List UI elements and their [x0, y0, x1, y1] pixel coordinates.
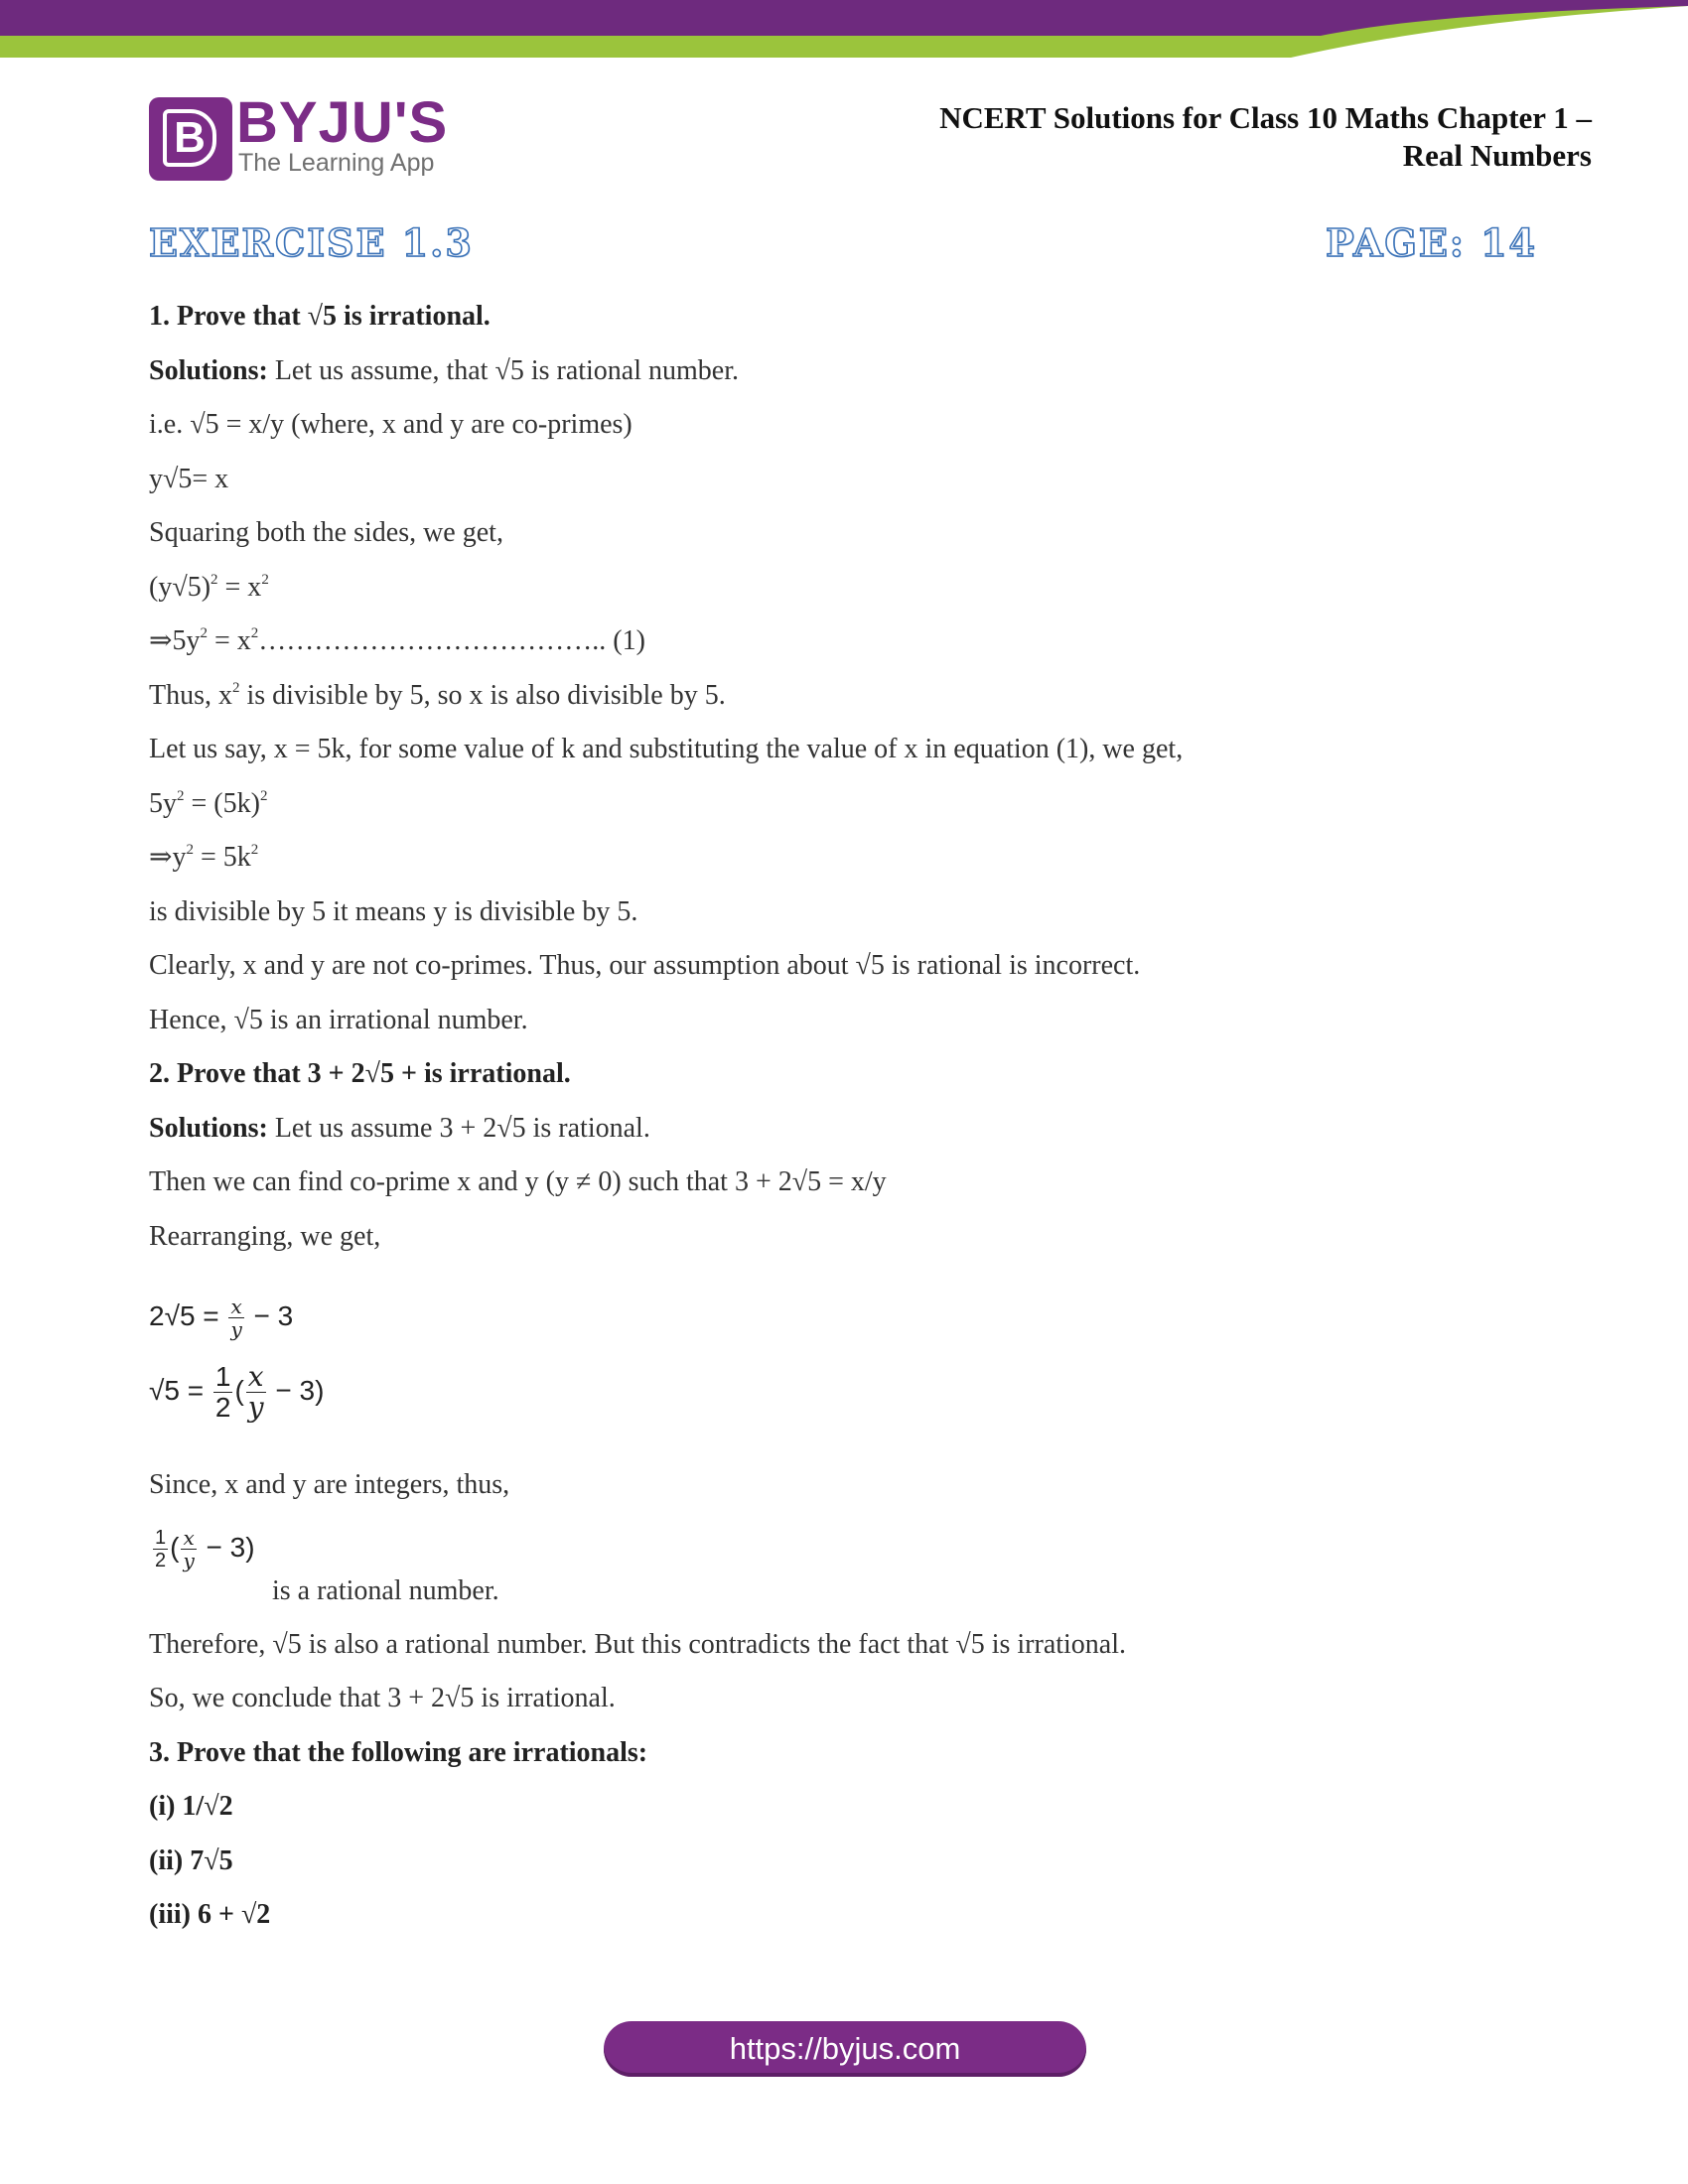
- expression-rest: − 3): [198, 1531, 255, 1563]
- step-text: Thus, x: [149, 679, 232, 711]
- half-fraction: [213, 1363, 233, 1422]
- q2-solution-intro: [149, 1102, 1539, 1157]
- step-text: = x: [207, 625, 251, 656]
- header-color-band: [0, 0, 1688, 60]
- q1-step-2: y√5= x: [149, 463, 229, 494]
- fraction: [246, 1360, 266, 1424]
- rational-statement: is a rational number.: [272, 1574, 499, 1606]
- numerator: 1: [155, 1526, 167, 1549]
- superscript: 2: [250, 842, 259, 858]
- solution-label: Solutions:: [149, 1112, 268, 1144]
- step-text: = (5k): [184, 787, 260, 819]
- document-title-line-1: NCERT Solutions for Class 10 Maths Chapter 1 –: [939, 100, 1592, 135]
- solution-text: Let us assume, that √5 is rational number.: [267, 354, 739, 386]
- q1-step-6: [149, 669, 1539, 724]
- equation-2: [149, 1360, 325, 1424]
- q2-step-2: Rearranging, we get,: [149, 1220, 381, 1252]
- expression: [151, 1521, 255, 1575]
- superscript: 2: [232, 679, 240, 696]
- q1-step-7: Let us say, x = 5k, for some value of k and substituting the value of x in equation (1), we get,: [149, 734, 1184, 764]
- step-text: ……………………………….. (1): [258, 625, 645, 656]
- byjus-logo: [149, 90, 449, 181]
- q2-step-4: Therefore, √5 is also a rational number. But this contradicts the fact that √5 is irrational.: [149, 1628, 1127, 1660]
- solution-label: Solutions:: [149, 354, 268, 386]
- step-text: = 5k: [193, 842, 251, 873]
- superscript: 2: [211, 571, 218, 588]
- question-3-part-iii: (iii) 6 + √2: [149, 1899, 271, 1930]
- half-fraction: [153, 1528, 168, 1570]
- q1-step-3: Squaring both the sides, we get,: [149, 517, 503, 548]
- q2-step-1: Then we can find co-prime x and y (y ≠ 0) such that 3 + 2√5 = x/y: [149, 1166, 887, 1197]
- document-title: [837, 99, 1592, 175]
- logo-b-icon: B: [163, 109, 216, 167]
- equation-rest: − 3: [245, 1300, 294, 1331]
- q1-step-11: Clearly, x and y are not co-primes. Thus, our assumption about √5 is rational is incorrect.: [149, 950, 1141, 981]
- step-text: ⇒y: [149, 842, 187, 873]
- open-paren: (: [170, 1531, 180, 1563]
- open-paren: (: [234, 1374, 244, 1406]
- numerator: x: [181, 1528, 196, 1550]
- question-3: 3. Prove that the following are irrationals:: [149, 1736, 648, 1768]
- q1-step-1: i.e. √5 = x/y (where, x and y are co-primes): [149, 409, 633, 440]
- step-text: (y√5): [149, 571, 211, 603]
- page-number-label: PAGE: 14: [1326, 220, 1537, 265]
- document-title-line-2: Real Numbers: [1402, 138, 1592, 173]
- superscript: 2: [177, 787, 185, 804]
- numerator: x: [228, 1297, 243, 1318]
- q1-step-10: is divisible by 5 it means y is divisible by 5.: [149, 895, 638, 927]
- question-3-part-ii: (ii) 7√5: [149, 1844, 233, 1876]
- q1-step-9: [149, 831, 1539, 886]
- logo-mark: [149, 97, 232, 181]
- step-text: 5y: [149, 787, 177, 819]
- q1-conclusion: Hence, √5 is an irrational number.: [149, 1004, 528, 1035]
- question-2: 2. Prove that 3 + 2√5 + is irrational.: [149, 1058, 571, 1089]
- equation-lhs: 2√5 =: [149, 1300, 219, 1331]
- q1-step-4: [149, 561, 1539, 615]
- step-text: ⇒5y: [149, 625, 201, 656]
- denominator: y: [247, 1391, 264, 1424]
- exercise-heading: EXERCISE 1.3: [149, 220, 474, 265]
- q2-rational-expression: [149, 1513, 1539, 1618]
- denominator: 2: [155, 1549, 167, 1571]
- equation-1: [149, 1290, 293, 1344]
- numerator: 1: [214, 1361, 231, 1392]
- document-body: [149, 290, 1539, 1943]
- superscript: 2: [250, 625, 259, 641]
- denominator: y: [230, 1317, 242, 1342]
- superscript: 2: [261, 571, 269, 588]
- question-3-part-i: (i) 1/√2: [149, 1791, 233, 1822]
- superscript: 2: [200, 625, 208, 641]
- fraction: [228, 1295, 243, 1342]
- brand-tagline: The Learning App: [238, 149, 435, 177]
- question-1: 1. Prove that √5 is irrational.: [149, 301, 491, 332]
- q2-conclusion: So, we conclude that 3 + 2√5 is irrational.: [149, 1683, 616, 1713]
- superscript: 2: [186, 842, 194, 858]
- q1-step-8: [149, 777, 1539, 832]
- q2-equations: [149, 1270, 1539, 1458]
- numerator: x: [246, 1363, 266, 1393]
- superscript: 2: [259, 787, 268, 804]
- footer-link[interactable]: https://byjus.com: [729, 2031, 961, 2066]
- equation-lhs: √5 =: [149, 1374, 205, 1406]
- denominator: 2: [214, 1392, 231, 1423]
- step-text: is divisible by 5, so x is also divisible by 5.: [239, 679, 726, 711]
- denominator: y: [183, 1548, 195, 1572]
- solution-text: Let us assume 3 + 2√5 is rational.: [267, 1112, 650, 1144]
- brand-name: BYJU'S: [236, 90, 449, 155]
- footer-url-pill: [604, 2021, 1086, 2077]
- fraction: [181, 1525, 196, 1572]
- equation-rest: − 3): [267, 1374, 325, 1406]
- q2-step-3: Since, x and y are integers, thus,: [149, 1469, 510, 1500]
- q1-step-5: [149, 614, 1539, 669]
- q1-solution-intro: [149, 344, 1539, 399]
- step-text: = x: [217, 571, 262, 603]
